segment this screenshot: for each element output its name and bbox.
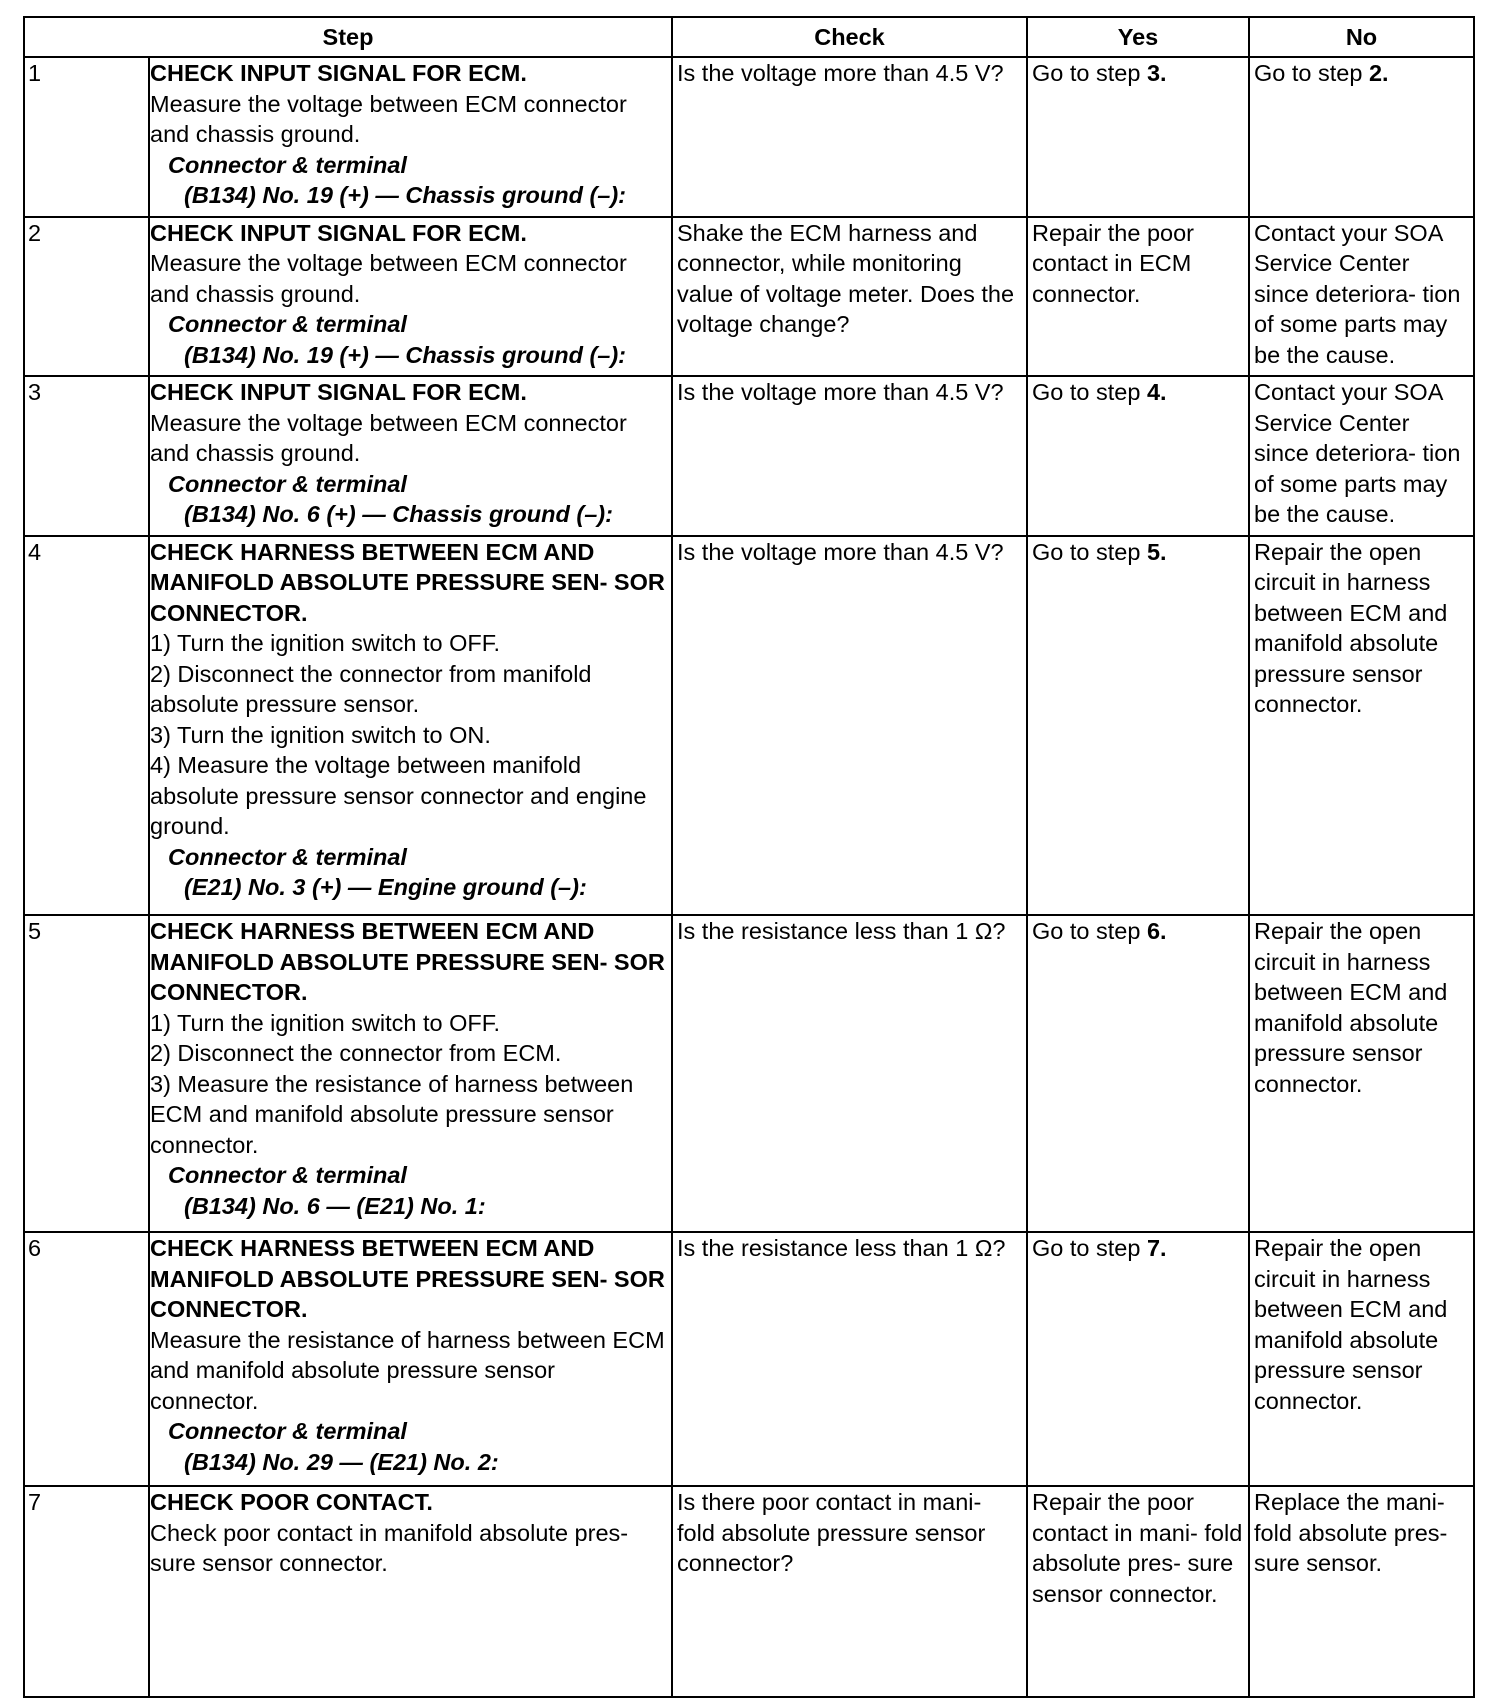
step-title: CHECK INPUT SIGNAL FOR ECM. <box>150 219 527 246</box>
step-number: 3 <box>24 376 149 536</box>
step-instruction: 3) Turn the ignition switch to ON. <box>150 721 491 748</box>
table-row <box>24 536 1474 916</box>
connector-terminal: (B134) No. 29 — (E21) No. 2: <box>184 1448 499 1475</box>
step-instruction: 4) Measure the voltage between manifold absolute pressure sensor connector and engine ground. <box>150 752 647 839</box>
header-step: Step <box>24 17 672 57</box>
connector-label: Connector & terminal <box>168 843 407 870</box>
step-description <box>149 376 672 536</box>
header-row <box>24 17 1474 57</box>
step-number: 1 <box>24 57 149 217</box>
no-action: Repair the open circuit in harness between ECM and manifold absolute pressure sensor connector. <box>1249 915 1474 1232</box>
step-instruction: 3) Measure the resistance of harness between ECM and manifold absolute pressure sensor connector. <box>150 1070 634 1158</box>
yes-step-link: 5. <box>1146 538 1167 565</box>
yes-action <box>1027 915 1249 1232</box>
yes-action <box>1027 536 1249 916</box>
step-instruction: 2) Disconnect the connector from ECM. <box>150 1040 562 1067</box>
connector-label: Connector & terminal <box>168 1162 407 1189</box>
step-instruction: 2) Disconnect the connector from manifold absolute pressure sensor. <box>150 660 592 717</box>
step-instruction: and chassis ground. <box>150 440 361 466</box>
step-description <box>149 217 672 377</box>
connector-terminal: (B134) No. 19 (+) — Chassis ground (–): <box>184 182 627 208</box>
yes-prefix: Go to step <box>1032 60 1147 86</box>
yes-prefix: Go to step <box>1032 1235 1147 1262</box>
step-title: CHECK POOR CONTACT. <box>150 1489 433 1516</box>
yes-step-link: 4. <box>1146 379 1167 405</box>
table-row <box>24 1486 1474 1697</box>
step-instruction: 1) Turn the ignition switch to OFF. <box>150 630 501 656</box>
yes-action <box>1027 1232 1249 1486</box>
no-action <box>1249 57 1474 217</box>
no-action: Repair the open circuit in harness between ECM and manifold absolute pressure sensor connector. <box>1249 1232 1474 1486</box>
step-number: 5 <box>24 915 149 1232</box>
step-description <box>149 915 672 1232</box>
step-title: CHECK HARNESS BETWEEN ECM AND MANIFOLD ABSOLUTE PRESSURE SEN- SOR CONNECTOR. <box>150 538 665 626</box>
table-row <box>24 57 1474 217</box>
diagnostic-table <box>23 16 1475 1698</box>
connector-terminal: (B134) No. 6 (+) — Chassis ground (–): <box>184 501 613 527</box>
connector-terminal: (B134) No. 19 (+) — Chassis ground (–): <box>184 341 627 368</box>
check-question: Is the voltage more than 4.5 V? <box>672 376 1027 536</box>
check-question: Is there poor contact in mani- fold absolute pressure sensor connector? <box>672 1486 1027 1697</box>
step-number: 7 <box>24 1486 149 1697</box>
step-description <box>149 57 672 217</box>
step-description <box>149 1232 672 1486</box>
yes-step-link: 6. <box>1146 918 1167 945</box>
step-number: 4 <box>24 536 149 916</box>
connector-label: Connector & terminal <box>168 470 407 497</box>
no-action: Contact your SOA Service Center since deteriora- tion of some parts may be the cause. <box>1249 376 1474 536</box>
no-step-link: 2. <box>1368 60 1389 86</box>
table-row <box>24 915 1474 1232</box>
connector-terminal: (B134) No. 6 — (E21) No. 1: <box>184 1192 486 1219</box>
step-description <box>149 536 672 916</box>
check-question: Shake the ECM harness and connector, while monitoring value of voltage meter. Does the voltage change? <box>672 217 1027 377</box>
header-yes: Yes <box>1027 17 1249 57</box>
table-row <box>24 1232 1474 1486</box>
yes-action <box>1027 57 1249 217</box>
yes-step-link: 3. <box>1146 60 1167 86</box>
yes-prefix: Go to step <box>1032 918 1147 945</box>
no-action: Repair the open circuit in harness between ECM and manifold absolute pressure sensor connector. <box>1249 536 1474 916</box>
step-instruction: 1) Turn the ignition switch to OFF. <box>150 1009 501 1036</box>
no-action: Replace the mani- fold absolute pres- sure sensor. <box>1249 1486 1474 1697</box>
header-no: No <box>1249 17 1474 57</box>
step-description <box>149 1486 672 1697</box>
yes-action <box>1027 376 1249 536</box>
step-instruction: Check poor contact in manifold absolute pres- sure sensor connector. <box>150 1519 629 1577</box>
step-instruction: Measure the voltage between ECM connector <box>150 90 627 117</box>
yes-step-link: 7. <box>1146 1235 1167 1262</box>
connector-label: Connector & terminal <box>168 1418 407 1445</box>
step-title: CHECK INPUT SIGNAL FOR ECM. <box>150 60 527 86</box>
check-question: Is the resistance less than 1 Ω? <box>672 1232 1027 1486</box>
check-question: Is the voltage more than 4.5 V? <box>672 57 1027 217</box>
yes-action: Repair the poor contact in ECM connector. <box>1027 217 1249 377</box>
connector-label: Connector & terminal <box>168 151 407 178</box>
step-instruction: Measure the voltage between ECM connector <box>150 250 627 276</box>
table-row <box>24 217 1474 377</box>
step-number: 6 <box>24 1232 149 1486</box>
step-title: CHECK INPUT SIGNAL FOR ECM. <box>150 379 527 405</box>
step-instruction: Measure the resistance of harness between ECM and manifold absolute pressure sensor connector. <box>150 1326 665 1414</box>
connector-label: Connector & terminal <box>168 311 407 337</box>
no-action: Contact your SOA Service Center since deteriora- tion of some parts may be the cause. <box>1249 217 1474 377</box>
header-check: Check <box>672 17 1027 57</box>
check-question: Is the resistance less than 1 Ω? <box>672 915 1027 1232</box>
connector-terminal: (E21) No. 3 (+) — Engine ground (–): <box>184 874 587 900</box>
step-instruction: and chassis ground. <box>150 121 361 147</box>
yes-action: Repair the poor contact in mani- fold absolute pres- sure sensor connector. <box>1027 1486 1249 1697</box>
yes-prefix: Go to step <box>1032 379 1147 405</box>
step-title: CHECK HARNESS BETWEEN ECM AND MANIFOLD ABSOLUTE PRESSURE SEN- SOR CONNECTOR. <box>150 918 665 1006</box>
no-prefix: Go to step <box>1254 60 1369 86</box>
table-row <box>24 376 1474 536</box>
yes-prefix: Go to step <box>1032 538 1147 565</box>
step-number: 2 <box>24 217 149 377</box>
step-title: CHECK HARNESS BETWEEN ECM AND MANIFOLD ABSOLUTE PRESSURE SEN- SOR CONNECTOR. <box>150 1235 665 1323</box>
check-question: Is the voltage more than 4.5 V? <box>672 536 1027 916</box>
step-instruction: Measure the voltage between ECM connector <box>150 409 627 436</box>
step-instruction: and chassis ground. <box>150 280 361 307</box>
